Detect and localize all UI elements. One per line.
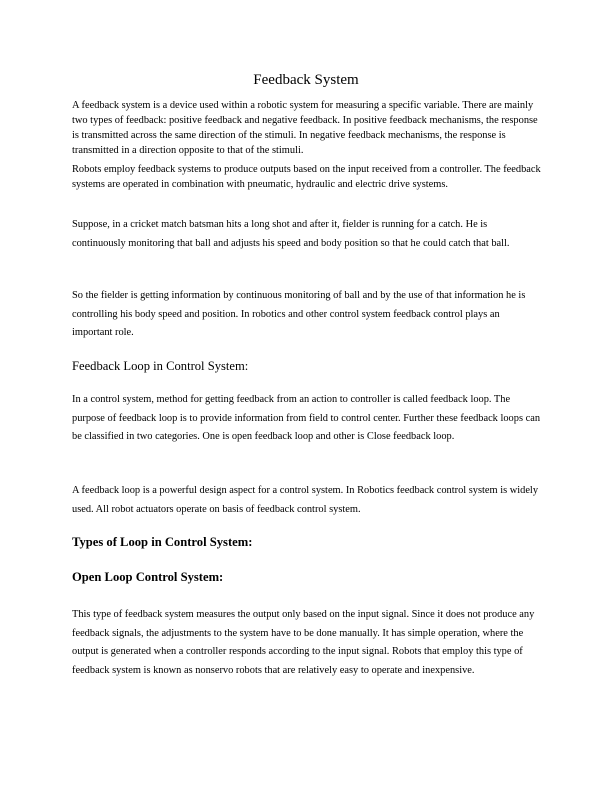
paragraph-feedback-definition: A feedback system is a device used within a robotic system for measuring a specific variable. There are mainly two types of feedback: positive feedback and negative feedback. In positive feedback mechanisms, the response is transmitted across the same direction of the stimuli. In negative feedback mechanisms, the response is transmitted in a direction opposite to that of the stimuli. [72, 100, 538, 156]
heading-feedback-loop: Feedback Loop in Control System: [72, 359, 249, 373]
paragraph-design-aspect: A feedback loop is a powerful design aspect for a control system. In Robotics feedback control system is widely used. All robot actuators operate on basis of feedback control system. [72, 485, 539, 515]
paragraph-fielder-information: So the fielder is getting information by continuous monitoring of ball and by the use of that information he is controlling his body speed and position. In robotics and other control system feedback control plays an important role. [72, 290, 526, 338]
paragraph-open-loop: This type of feedback system measures the output only based on the input signal. Since it does not produce any feedback signals, the adjustments to the system have to be done manually. It has simple operation, where the output is generated when a controller responds according to the input signal. Robots that employ this type of feedback system is known as nonservo robots that are relatively easy to operate and inexpensive. [72, 609, 535, 676]
paragraph-cricket-example: Suppose, in a cricket match batsman hits a long shot and after it, fielder is running for a catch. He is continuously monitoring that ball and adjusts his speed and body position so that he could catch that ball. [72, 219, 510, 249]
heading-types-of-loop: Types of Loop in Control System: [72, 535, 253, 549]
paragraph-feedback-loop: In a control system, method for getting feedback from an action to controller is called feedback loop. The purpose of feedback loop is to provide information from field to control center. Further these feedback loops can be classified in two categories. One is open feedback loop and other is Close feedback loop. [72, 394, 541, 442]
document-title: Feedback System [253, 72, 359, 88]
paragraph-robots-feedback: Robots employ feedback systems to produce outputs based on the input received from a controller. The feedback systems are operated in combination with pneumatic, hydraulic and electric drive systems. [72, 164, 541, 190]
heading-open-loop: Open Loop Control System: [72, 570, 224, 584]
